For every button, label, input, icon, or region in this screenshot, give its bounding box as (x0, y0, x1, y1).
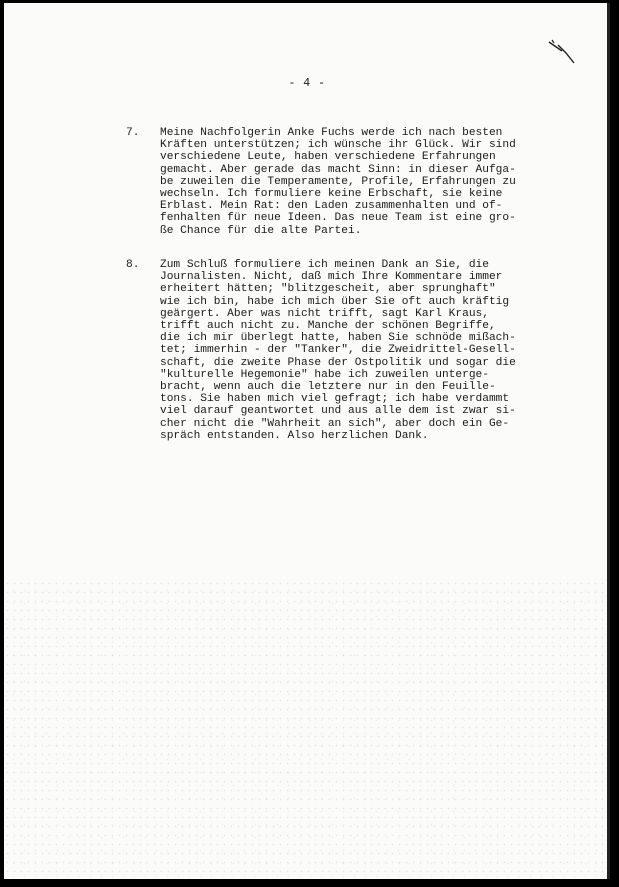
text-line: die ich mir überlegt hatte, haben Sie schnöde mißach- (160, 332, 516, 345)
text-line: Zum Schluß formuliere ich meinen Dank an Sie, die (160, 259, 489, 271)
text-line: geärgert. Aber was nicht trifft, sagt Karl Kraus, (160, 307, 489, 320)
paragraph-text (160, 259, 516, 442)
text-line: viel darauf geantwortet und aus alle dem ist zwar si- (160, 405, 516, 418)
text-line: verschiedene Leute, haben verschiedene Erfahrungen (160, 151, 496, 164)
text-line: be zuweilen die Temperamente, Profile, Erfahrungen zu (160, 175, 516, 188)
text-line: cher nicht die "Wahrheit an sich", aber doch ein Ge- (160, 417, 510, 430)
text-line: wechseln. Ich formuliere keine Erbschaft, sie keine (160, 188, 503, 201)
text-line: gemacht. Aber gerade das macht Sinn: in dieser Aufga- (160, 163, 516, 176)
text-line: erheitert hätten; "blitzgescheit, aber sprunghaft" (160, 283, 496, 296)
text-line: spräch entstanden. Also herzlichen Dank. (160, 429, 429, 442)
scan-artifact-mark (544, 37, 584, 67)
text-line: tet; immerhin - der "Tanker", die Zweidrittel-Gesell- (160, 344, 516, 357)
text-line: ße Chance für die alte Partei. (160, 224, 362, 237)
paragraph-text (160, 127, 516, 237)
text-line: schaft, die zweite Phase der Ostpolitik und sogar die (160, 356, 516, 369)
paragraph-number: 8. (126, 259, 140, 271)
text-line: Meine Nachfolgerin Anke Fuchs werde ich nach besten (160, 127, 503, 139)
paragraph-number: 7. (126, 127, 140, 139)
page-number: - 4 - (288, 77, 326, 90)
text-line: wie ich bin, habe ich mich über Sie oft auch kräftig (160, 295, 510, 308)
document-page (4, 3, 610, 879)
scan-noise (4, 579, 610, 879)
text-line: Journalisten. Nicht, daß mich Ihre Kommentare immer (160, 271, 503, 284)
text-line: Kräften unterstützen; ich wünsche ihr Glück. Wir sind (160, 139, 516, 152)
text-line: fenhalten für neue Ideen. Das neue Team ist eine gro- (160, 212, 516, 225)
text-line: Erblast. Mein Rat: den Laden zusammenhalten und of- (160, 200, 503, 213)
text-line: bracht, wenn auch die letztere nur in den Feuille- (160, 381, 496, 394)
text-line: "kulturelle Hegemonie" habe ich zuweilen unterge- (160, 368, 489, 381)
text-line: tons. Sie haben mich viel gefragt; ich habe verdammt (160, 393, 510, 406)
scan-edge (607, 3, 610, 879)
text-line: trifft auch nicht zu. Manche der schönen Begriffe, (160, 320, 496, 333)
